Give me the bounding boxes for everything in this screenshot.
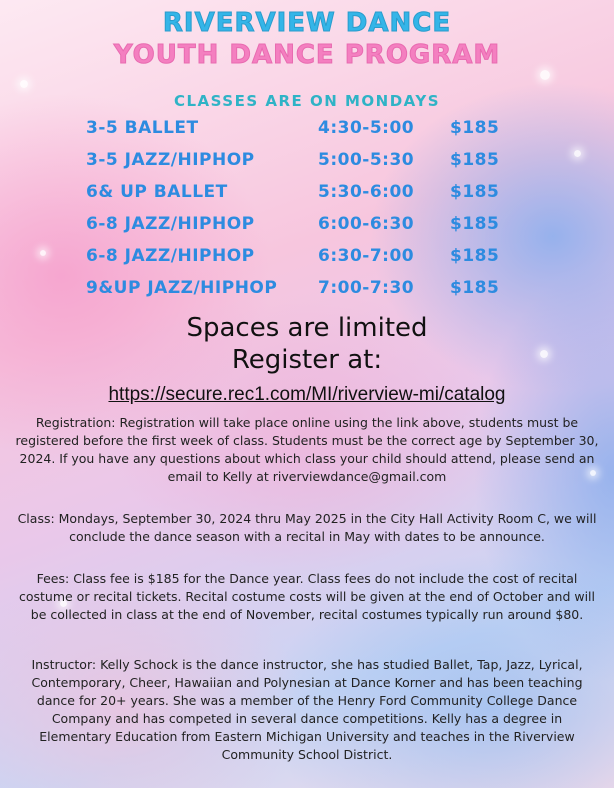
instructor-paragraph: Instructor: Kelly Schock is the dance instructor, she has studied Ballet, Tap, Jazz, Lyrical, Contemporary, Cheer, Hawaiian and Polynesian at Dance Korner and has been teaching dance for 20+ years. She was a member of the Henry Ford Community College Dance Company and has competed in several dance competitions. Kelly has a degree in Elementary Education from Eastern Michigan University and teaches in the Riverview Community School District. [31, 657, 583, 762]
schedule-row [86, 114, 516, 146]
registration-paragraph: Registration: Registration will take place online using the link above, students must be registered before the first week of class. Students must be the correct age by September 30, 2024. If you have any questions about which class your child should attend, please send an email to Kelly at riverviewdance@gmail.com [15, 415, 599, 484]
class-price: $185 [450, 246, 500, 266]
class-price: $185 [450, 182, 500, 202]
class-name: 3-5 JAZZ/HIPHOP [86, 150, 255, 170]
schedule-row [86, 178, 516, 210]
class-price: $185 [450, 150, 500, 170]
register-at-text: Register at: [231, 345, 383, 375]
schedule-row [86, 242, 516, 274]
schedule-row [86, 146, 516, 178]
class-name: 6& UP BALLET [86, 182, 228, 202]
class-name: 6-8 JAZZ/HIPHOP [86, 214, 255, 234]
spaces-limited-text: Spaces are limited [186, 313, 428, 343]
page-subtitle: YOUTH DANCE PROGRAM [113, 40, 501, 70]
schedule-row [86, 274, 516, 306]
class-time: 7:00-7:30 [318, 278, 415, 298]
class-time: 6:00-6:30 [318, 214, 415, 234]
registration-link[interactable]: https://secure.rec1.com/MI/riverview-mi/catalog [108, 384, 506, 405]
sparkle [540, 70, 550, 80]
fees-paragraph: Fees: Class fee is $185 for the Dance year. Class fees do not include the cost of recital costume or recital tickets. Recital costume costs will be given at the end of October and will be collected in class at the end of November, recital costumes typically run around $80. [18, 571, 596, 622]
class-time: 5:00-5:30 [318, 150, 415, 170]
sparkle [574, 150, 581, 157]
class-price: $185 [450, 278, 500, 298]
class-time: 5:30-6:00 [318, 182, 415, 202]
class-time: 4:30-5:00 [318, 118, 415, 138]
class-time: 6:30-7:00 [318, 246, 415, 266]
schedule-heading: CLASSES ARE ON MONDAYS [173, 92, 441, 110]
sparkle [20, 80, 28, 88]
class-schedule [86, 114, 516, 306]
sparkle [40, 250, 46, 256]
class-name: 3-5 BALLET [86, 118, 199, 138]
schedule-row [86, 210, 516, 242]
class-paragraph: Class: Mondays, September 30, 2024 thru May 2025 in the City Hall Activity Room C, we will conclude the dance season with a recital in May with dates to be announce. [17, 511, 597, 544]
class-name: 9&UP JAZZ/HIPHOP [86, 278, 278, 298]
class-price: $185 [450, 214, 500, 234]
class-price: $185 [450, 118, 500, 138]
spaces-limited-notice [0, 312, 614, 376]
class-name: 6-8 JAZZ/HIPHOP [86, 246, 255, 266]
page-title: RIVERVIEW DANCE [162, 8, 452, 38]
